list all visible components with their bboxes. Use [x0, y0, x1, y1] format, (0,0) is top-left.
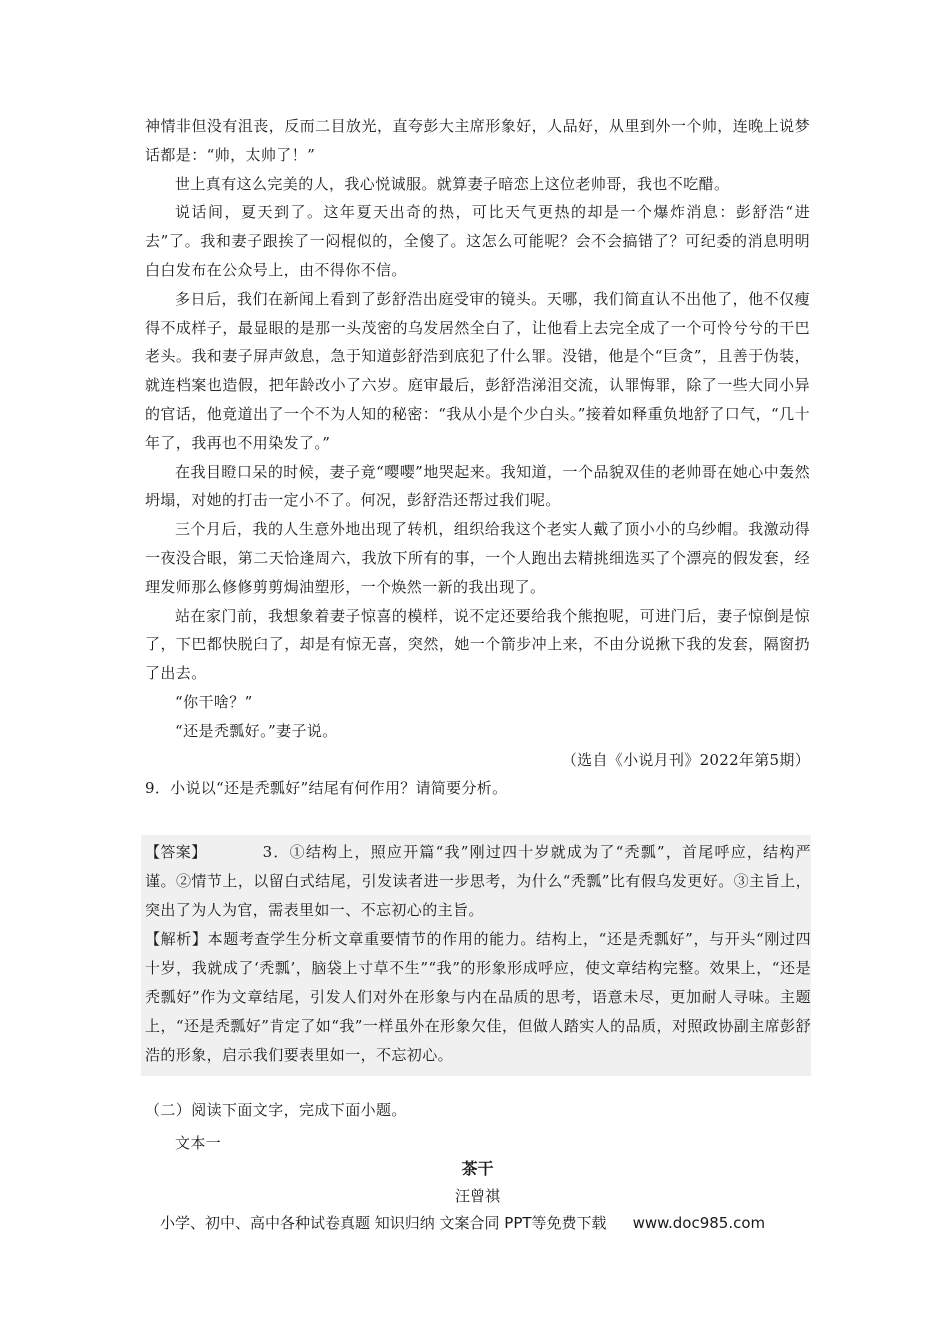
- text-label: 文本一: [175, 1133, 222, 1152]
- article-title: 茶干: [461, 1159, 494, 1178]
- article-author: 汪曾祺: [454, 1187, 500, 1205]
- story-paragraph: 三个月后，我的人生意外地出现了转机，组织给我这个老实人戴了顶小小的乌纱帽。我激动得一夜没合眼，第二天恰逢周六，我放下所有的事，一个人跑出去精挑细选买了个漂亮的假发套，经理发师那么修修剪剪焗油塑形，一个焕然一新的我出现了。: [145, 520, 810, 596]
- footer-site-link[interactable]: www.doc985.com: [632, 1214, 766, 1232]
- analysis-label: 【解析】: [145, 930, 208, 948]
- section-heading: （二）阅读下面文字，完成下面小题。: [145, 1101, 407, 1119]
- answer-content: 3．①结构上，照应开篇“我”刚过四十岁就成为了“秃瓢”，首尾呼应，结构严谨。②情节上，以留白式结尾，引发读者进一步思考，为什么“秃瓢”比有假乌发更好。③主旨上，突出了为人为官，需表里如一、不忘初心的主旨。: [145, 843, 811, 919]
- analysis-content: 本题考查学生分析文章重要情节的作用的能力。结构上，“还是秃瓢好”，与开头“刚过四十岁，我就成了‘秃瓢’，脑袋上寸草不生”“我”的形象形成呼应，使文章结构完整。效果上，“还是秃瓢好”作为文章结尾，引发人们对外在形象与内在品质的思考，语意未尽，更加耐人寻味。主题上，“还是秃瓢好”肯定了如“我”一样虽外在形象欠佳，但做人踏实人的品质，对照政协副主席彭舒浩的形象，启示我们要表里如一，不忘初心。: [145, 930, 811, 1064]
- answer-label: 【答案】: [145, 843, 207, 861]
- story-paragraph: 神情非但没有沮丧，反而二目放光，直夸彭大主席形象好，人品好，从里到外一个帅，连晚上说梦话都是：“帅，太帅了！”: [145, 117, 810, 164]
- story-paragraph: 站在家门前，我想象着妻子惊喜的模样，说不定还要给我个熊抱呢，可进门后，妻子惊倒是惊了，下巴都快脱臼了，却是有惊无喜，突然，她一个箭步冲上来，不由分说揪下我的发套，隔窗扔了出去。: [145, 606, 810, 683]
- story-paragraph: 在我目瞪口呆的时候，妻子竟“嘤嘤”地哭起来。我知道，一个品貌双佳的老帅哥在她心中轰然坍塌，对她的打击一定小不了。何况，彭舒浩还帮过我们呢。: [145, 462, 810, 510]
- story-paragraph: 多日后，我们在新闻上看到了彭舒浩出庭受审的镜头。天哪，我们简直认不出他了，他不仅瘦得不成样子，最显眼的是那一头茂密的乌发居然全白了，让他看上去完全成了一个可怜兮兮的干巴老头。我和妻子屏声敛息，急于知道彭舒浩到底犯了什么罪。没错，他是个“巨贪”，且善于伪装，就连档案也造假，把年龄改小了六岁。庭审最后，彭舒浩涕泪交流，认罪悔罪，除了一些大同小异的官话，他竟道出了一个不为人知的秘密：“我从小是个少白头。”接着如释重负地舒了口气，“几十年了，我再也不用染发了。”: [145, 289, 810, 452]
- dialogue-line: “还是秃瓢好。”妻子说。: [175, 721, 338, 740]
- analysis-text: [145, 925, 811, 1070]
- section-intro: [145, 1096, 810, 1158]
- story-paragraph: 世上真有这么完美的人，我心悦诚服。就算妻子暗恋上这位老帅哥，我也不吃醋。: [175, 174, 730, 193]
- story-source: （选自《小说月刊》2022年第5期）: [561, 750, 810, 769]
- story-paragraph: 说话间，夏天到了。这年夏天出奇的热，可比天气更热的却是一个爆炸消息：彭舒浩“进去”了。我和妻子跟挨了一闷棍似的，全傻了。这怎么可能呢？会不会搞错了？可纪委的消息明明白白发布在公众号上，由不得你不信。: [145, 203, 810, 279]
- question-9: 9．小说以“还是秃瓢好”结尾有何作用？请简要分析。: [145, 778, 508, 797]
- footer-text: 小学、初中、高中各种试卷真题 知识归纳 文案合同 PPT等免费下载: [160, 1214, 607, 1232]
- dialogue-line: “你干啥？”: [175, 692, 253, 711]
- answer-box: [141, 835, 811, 1076]
- answer-text: [145, 838, 811, 925]
- page-footer: [160, 1212, 800, 1234]
- story-body: [145, 112, 810, 802]
